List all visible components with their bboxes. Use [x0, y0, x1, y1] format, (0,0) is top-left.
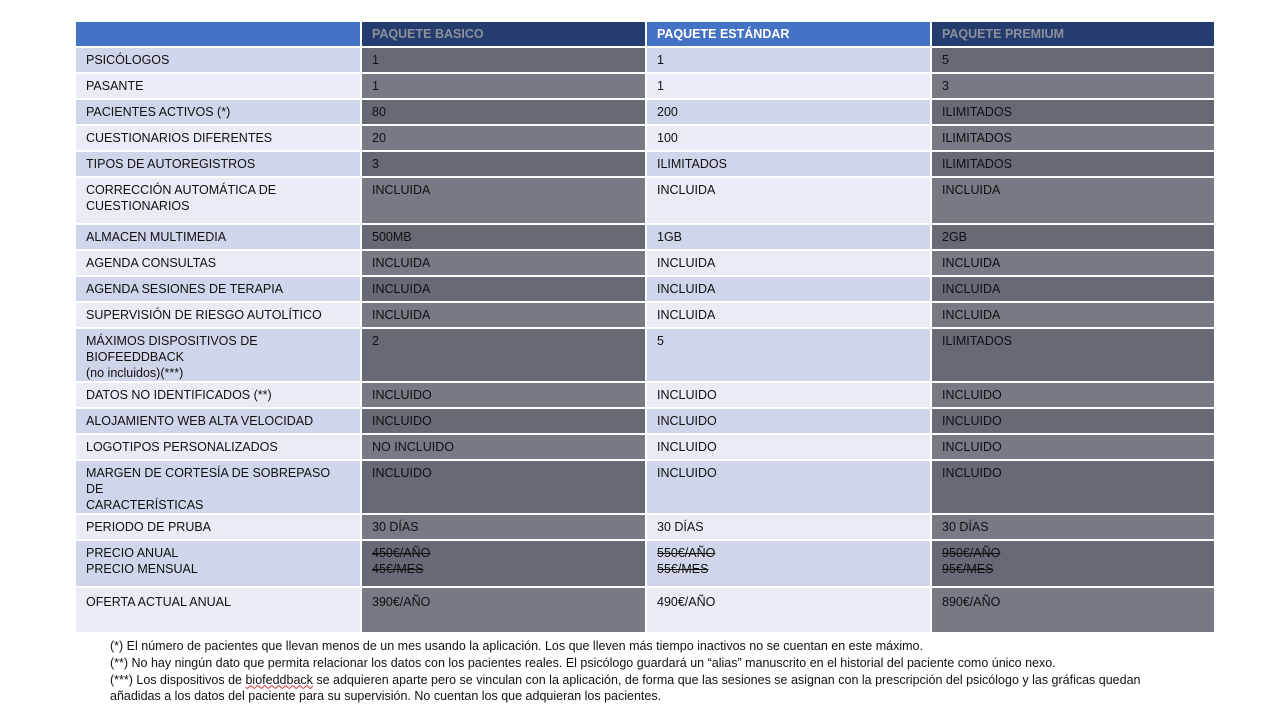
feature-cell [76, 151, 361, 177]
value-cell-premium [931, 514, 1215, 540]
feature-cell [76, 47, 361, 73]
feature-cell [76, 408, 361, 434]
value-cell-basico [361, 250, 646, 276]
value-cell-estandar [646, 99, 931, 125]
feature-label: OFERTA ACTUAL ANUAL [86, 595, 231, 609]
feature-cell [76, 587, 361, 633]
value-cell-basico [361, 73, 646, 99]
table-row [76, 99, 1215, 125]
cell-value: 1GB [657, 230, 683, 244]
footnote-1: (*) El número de pacientes que llevan menos de un mes usando la aplicación. Los que lleven más tiempo inactivos no se cuentan en este máximo. [110, 639, 923, 653]
table-row [76, 460, 1215, 514]
value-cell-premium [931, 177, 1215, 224]
value-cell-estandar [646, 434, 931, 460]
value-cell-estandar [646, 177, 931, 224]
cell-value: INCLUIDA [657, 183, 716, 197]
cell-value: INCLUIDA [942, 256, 1001, 270]
value-cell-estandar [646, 250, 931, 276]
feature-label: SUPERVISIÓN DE RIESGO AUTOLÍTICO [86, 308, 322, 322]
table-row [76, 302, 1215, 328]
cell-value: INCLUIDO [657, 414, 717, 428]
cell-value: INCLUIDO [372, 414, 432, 428]
table-row [76, 328, 1215, 382]
header-paquete-estandar: PAQUETE ESTÁNDAR [646, 22, 931, 47]
feature-label: AGENDA SESIONES DE TERAPIA [86, 282, 284, 296]
feature-label: DATOS NO IDENTIFICADOS (**) [86, 388, 272, 402]
cell-value: 890€/AÑO [942, 595, 1001, 609]
value-cell-estandar [646, 73, 931, 99]
feature-cell [76, 434, 361, 460]
cell-value: ILIMITADOS [657, 157, 727, 171]
feature-cell [76, 224, 361, 250]
value-cell-estandar [646, 276, 931, 302]
cell-value: 95€/MES [942, 562, 994, 576]
feature-label: PRECIO ANUAL [86, 546, 179, 560]
value-cell-premium [931, 276, 1215, 302]
value-cell-basico [361, 276, 646, 302]
value-cell-estandar [646, 587, 931, 633]
cell-value: 30 DÍAS [942, 520, 989, 534]
value-cell-basico [361, 408, 646, 434]
feature-label: AGENDA CONSULTAS [86, 256, 217, 270]
value-cell-estandar [646, 328, 931, 382]
feature-cell [76, 250, 361, 276]
feature-label: CUESTIONARIOS DIFERENTES [86, 131, 273, 145]
cell-value: INCLUIDA [942, 282, 1001, 296]
cell-value: ILIMITADOS [942, 157, 1012, 171]
table-row [76, 514, 1215, 540]
feature-cell [76, 382, 361, 408]
feature-label: CARACTERÍSTICAS [86, 498, 204, 512]
cell-value: INCLUIDO [657, 388, 717, 402]
table-row [76, 224, 1215, 250]
cell-value: INCLUIDO [942, 414, 1002, 428]
value-cell-basico [361, 460, 646, 514]
value-cell-premium [931, 540, 1215, 587]
value-cell-premium [931, 460, 1215, 514]
feature-cell [76, 276, 361, 302]
table-row [76, 151, 1215, 177]
value-cell-premium [931, 328, 1215, 382]
table-row [76, 408, 1215, 434]
header-row [76, 22, 1215, 47]
cell-value: ILIMITADOS [942, 105, 1012, 119]
value-cell-premium [931, 250, 1215, 276]
footnote-3-start: (***) Los dispositivos de [110, 672, 246, 687]
cell-value: INCLUIDA [372, 256, 431, 270]
table-row [76, 434, 1215, 460]
feature-label: (no incluidos)(***) [86, 366, 184, 380]
cell-value: 3 [942, 79, 949, 93]
cell-value: INCLUIDA [372, 183, 431, 197]
cell-value: NO INCLUIDO [372, 440, 454, 454]
table-row [76, 587, 1215, 633]
feature-cell [76, 514, 361, 540]
feature-label: MÁXIMOS DISPOSITIVOS DE BIOFEEDDBACK [86, 334, 258, 364]
cell-value: 200 [657, 105, 678, 119]
value-cell-estandar [646, 514, 931, 540]
value-cell-basico [361, 47, 646, 73]
cell-value: INCLUIDA [942, 308, 1001, 322]
cell-value: INCLUIDA [657, 282, 716, 296]
table-row [76, 276, 1215, 302]
cell-value: 550€/AÑO [657, 546, 716, 560]
cell-value: INCLUIDO [657, 466, 717, 480]
feature-label: PSICÓLOGOS [86, 53, 170, 67]
value-cell-basico [361, 125, 646, 151]
feature-cell [76, 99, 361, 125]
cell-value: 3 [372, 157, 379, 171]
value-cell-premium [931, 382, 1215, 408]
footnote-2: (**) No hay ningún dato que permita relacionar los datos con los pacientes reales. El psicólogo guardará un “alias” manuscrito en el historial del paciente como único nexo. [110, 655, 1056, 670]
feature-label: CUESTIONARIOS [86, 199, 190, 213]
footnote-3-end: se adquieren aparte pero se vinculan con la aplicación, de forma que las sesiones se asignan con la prescripción del psicólogo y las gráficas quedan añadidas a los datos del paciente para su supervisión. No cuentan los que adquieran los pacientes. [110, 672, 1141, 704]
cell-value: 30 DÍAS [372, 520, 419, 534]
value-cell-premium [931, 73, 1215, 99]
feature-label: PASANTE [86, 79, 144, 93]
value-cell-premium [931, 224, 1215, 250]
value-cell-basico [361, 151, 646, 177]
header-paquete-premium: PAQUETE PREMIUM [931, 22, 1215, 47]
cell-value: 5 [657, 334, 664, 348]
cell-value: 20 [372, 131, 386, 145]
cell-value: 45€/MES [372, 562, 424, 576]
cell-value: 490€/AÑO [657, 595, 716, 609]
table-row [76, 177, 1215, 224]
value-cell-estandar [646, 151, 931, 177]
pricing-table-body [76, 47, 1215, 633]
cell-value: INCLUIDO [372, 388, 432, 402]
feature-cell [76, 328, 361, 382]
pricing-table [76, 22, 1216, 634]
value-cell-basico [361, 540, 646, 587]
value-cell-premium [931, 151, 1215, 177]
feature-cell [76, 540, 361, 587]
cell-value: 2GB [942, 230, 968, 244]
cell-value: 1 [657, 79, 664, 93]
cell-value: INCLUIDO [942, 466, 1002, 480]
table-row [76, 540, 1215, 587]
value-cell-estandar [646, 382, 931, 408]
cell-value: ILIMITADOS [942, 334, 1012, 348]
value-cell-basico [361, 514, 646, 540]
feature-label: PERIODO DE PRUBA [86, 520, 212, 534]
value-cell-basico [361, 434, 646, 460]
cell-value: 1 [372, 53, 379, 67]
value-cell-estandar [646, 125, 931, 151]
cell-value: 2 [372, 334, 379, 348]
header-paquete-basico: PAQUETE BASICO [361, 22, 646, 47]
table-row [76, 382, 1215, 408]
cell-value: 390€/AÑO [372, 595, 431, 609]
feature-label: TIPOS DE AUTOREGISTROS [86, 157, 256, 171]
feature-cell [76, 460, 361, 514]
table-row [76, 73, 1215, 99]
value-cell-basico [361, 99, 646, 125]
cell-value: INCLUIDA [372, 282, 431, 296]
cell-value: INCLUIDA [372, 308, 431, 322]
cell-value: 1 [657, 53, 664, 67]
value-cell-basico [361, 177, 646, 224]
table-row [76, 250, 1215, 276]
feature-label: ALMACEN MULTIMEDIA [86, 230, 227, 244]
value-cell-premium [931, 47, 1215, 73]
feature-label: PRECIO MENSUAL [86, 562, 198, 576]
feature-label: MARGEN DE CORTESÍA DE SOBREPASO DE [86, 466, 331, 496]
cell-value: INCLUIDO [942, 440, 1002, 454]
value-cell-estandar [646, 460, 931, 514]
value-cell-estandar [646, 540, 931, 587]
cell-value: INCLUIDA [657, 256, 716, 270]
feature-cell [76, 177, 361, 224]
value-cell-estandar [646, 224, 931, 250]
header-corner [76, 22, 361, 47]
cell-value: 100 [657, 131, 678, 145]
value-cell-basico [361, 587, 646, 633]
cell-value: INCLUIDO [372, 466, 432, 480]
value-cell-basico [361, 382, 646, 408]
value-cell-premium [931, 125, 1215, 151]
cell-value: 500MB [372, 230, 412, 244]
cell-value: 450€/AÑO [372, 546, 431, 560]
table-row [76, 125, 1215, 151]
cell-value: 5 [942, 53, 949, 67]
value-cell-premium [931, 408, 1215, 434]
feature-label: PACIENTES ACTIVOS (*) [86, 105, 231, 119]
value-cell-estandar [646, 408, 931, 434]
value-cell-basico [361, 328, 646, 382]
footnotes [110, 638, 1170, 705]
cell-value: INCLUIDO [657, 440, 717, 454]
feature-cell [76, 125, 361, 151]
feature-label: LOGOTIPOS PERSONALIZADOS [86, 440, 278, 454]
cell-value: ILIMITADOS [942, 131, 1012, 145]
value-cell-estandar [646, 47, 931, 73]
table-row [76, 47, 1215, 73]
spellcheck-word: biofeddback [245, 672, 313, 687]
value-cell-premium [931, 99, 1215, 125]
feature-label: CORRECCIÓN AUTOMÁTICA DE [86, 183, 277, 197]
cell-value: 55€/MES [657, 562, 709, 576]
value-cell-basico [361, 224, 646, 250]
value-cell-premium [931, 434, 1215, 460]
value-cell-estandar [646, 302, 931, 328]
value-cell-premium [931, 302, 1215, 328]
cell-value: 950€/AÑO [942, 546, 1001, 560]
footnote-3 [110, 672, 1170, 706]
value-cell-premium [931, 587, 1215, 633]
feature-cell [76, 302, 361, 328]
cell-value: INCLUIDA [942, 183, 1001, 197]
cell-value: INCLUIDA [657, 308, 716, 322]
cell-value: 30 DÍAS [657, 520, 704, 534]
feature-label: ALOJAMIENTO WEB ALTA VELOCIDAD [86, 414, 314, 428]
value-cell-basico [361, 302, 646, 328]
feature-cell [76, 73, 361, 99]
cell-value: 80 [372, 105, 386, 119]
cell-value: 1 [372, 79, 379, 93]
cell-value: INCLUIDO [942, 388, 1002, 402]
